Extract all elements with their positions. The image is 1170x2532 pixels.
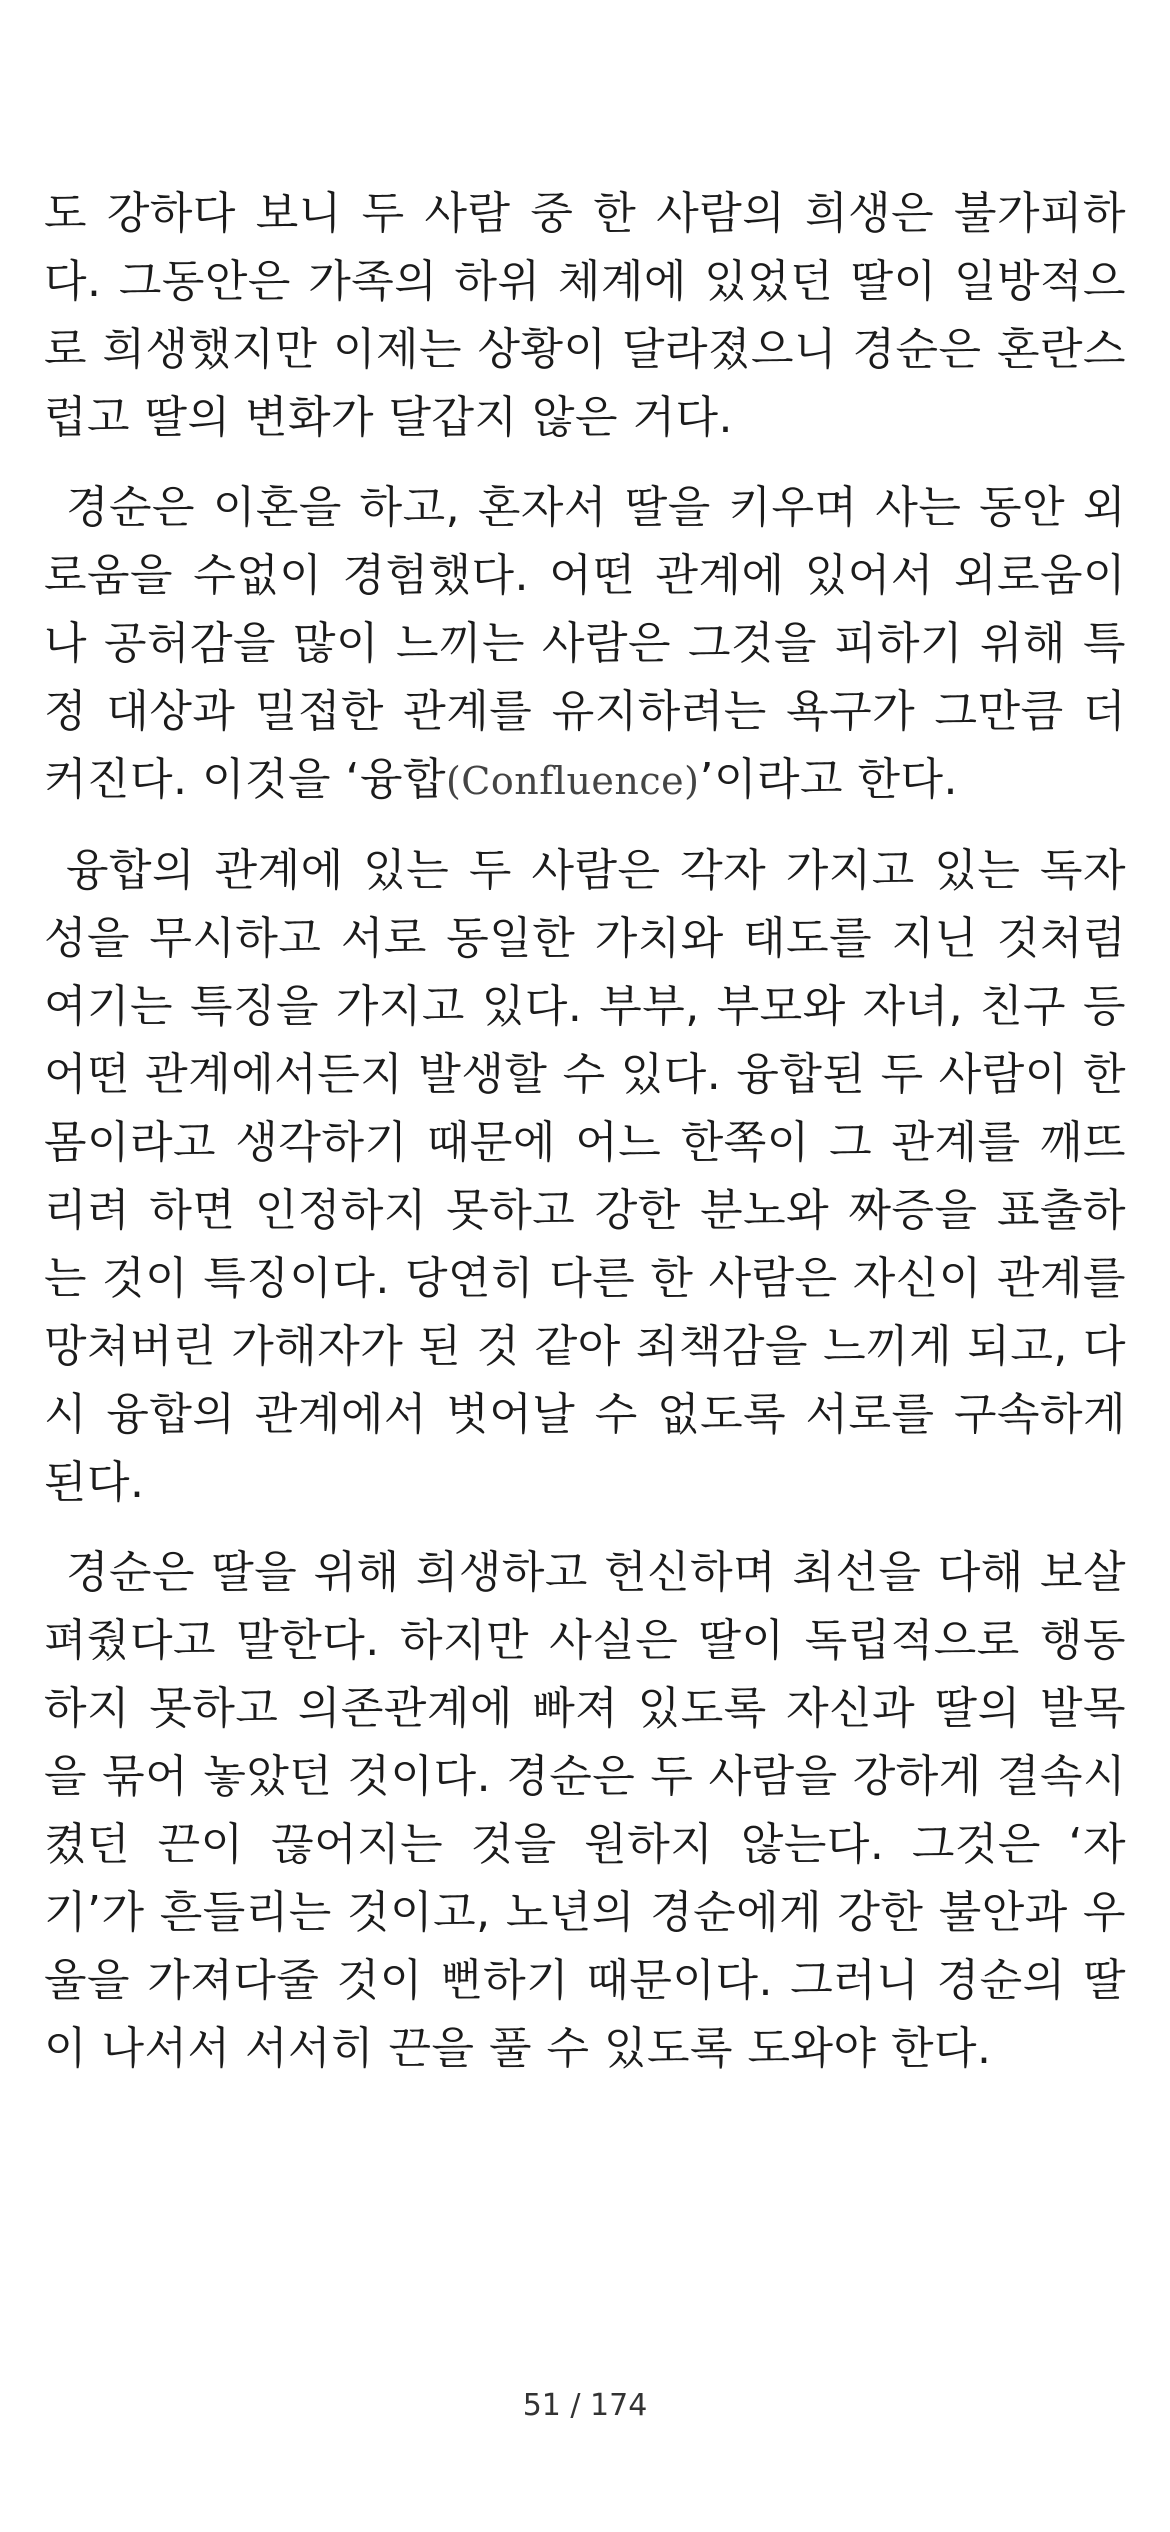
paragraph-2 [44, 474, 1126, 815]
confluence-term: (Confluence) [445, 759, 700, 803]
paragraph-2-text-after: ’이라고 한다. [699, 754, 958, 805]
paragraph-2-text-before: 경순은 이혼을 하고, 혼자서 딸을 키우며 사는 동안 외로움을 수없이 경험했다. 어떤 관계에 있어서 외로움이나 공허감을 많이 느끼는 사람은 그것을 피하기 위해 특정 대상과 밀접한 관계를 유지하려는 욕구가 그만큼 더 커진다. 이것을 ‘융합 [44, 482, 1126, 805]
paragraph-1: 도 강하다 보니 두 사람 중 한 사람의 희생은 불가피하다. 그동안은 가족의 하위 체계에 있었던 딸이 일방적으로 희생했지만 이제는 상황이 달라졌으니 경순은 혼란스럽고 딸의 변화가 달갑지 않은 거다. [44, 188, 1126, 443]
book-text [44, 180, 1126, 2105]
paragraph-4: 경순은 딸을 위해 희생하고 헌신하며 최선을 다해 보살펴줬다고 말한다. 하지만 사실은 딸이 독립적으로 행동하지 못하고 의존관계에 빠져 있도록 자신과 딸의 발목을 묶어 놓았던 것이다. 경순은 두 사람을 강하게 결속시켰던 끈이 끊어지는 것을 원하지 않는다. 그것은 ‘자기’가 흔들리는 것이고, 노년의 경순에게 강한 불안과 우울을 가져다줄 것이 뻔하기 때문이다. 그러니 경순의 딸이 나서서 서서히 끈을 풀 수 있도록 도와야 한다. [44, 1547, 1126, 2074]
page-indicator: 51 / 174 [522, 2388, 648, 2423]
paragraph-3: 융합의 관계에 있는 두 사람은 각자 가지고 있는 독자성을 무시하고 서로 동일한 가치와 태도를 지닌 것처럼 여기는 특징을 가지고 있다. 부부, 부모와 자녀, 친구 등 어떤 관계에서든지 발생할 수 있다. 융합된 두 사람이 한 몸이라고 생각하기 때문에 어느 한쪽이 그 관계를 깨뜨리려 하면 인정하지 못하고 강한 분노와 짜증을 표출하는 것이 특징이다. 당연히 다른 한 사람은 자신이 관계를 망쳐버린 가해자가 된 것 같아 죄책감을 느끼게 되고, 다시 융합의 관계에서 벗어날 수 없도록 서로를 구속하게 된다. [44, 845, 1126, 1508]
